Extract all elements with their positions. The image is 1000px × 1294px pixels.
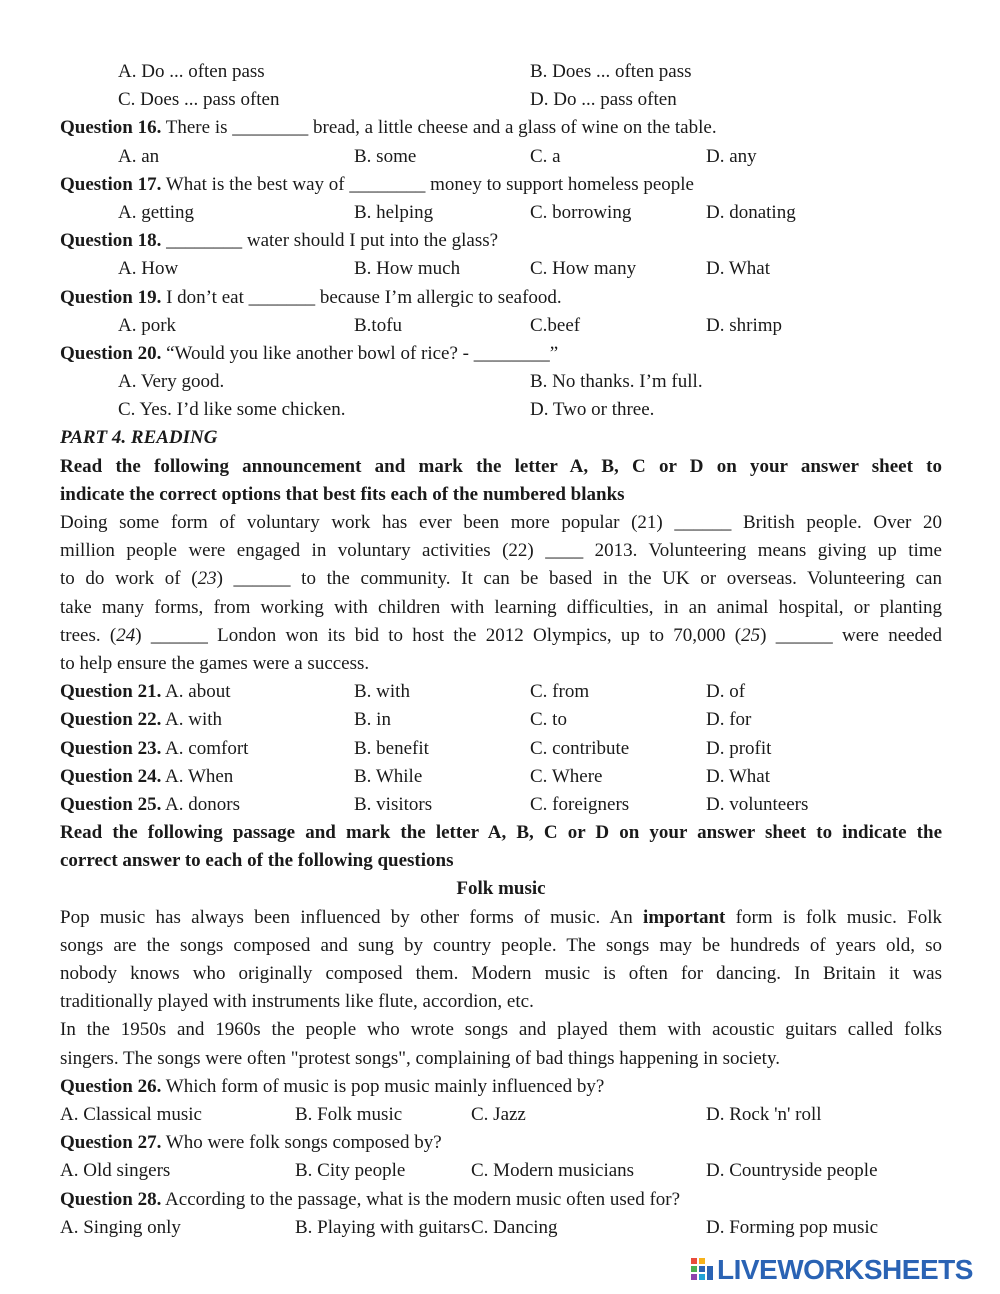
q19-stem: [60, 284, 942, 312]
reading1-passage-line-4: take many forms, from working with children with learning difficulties, in an animal hospital, or planting: [60, 596, 942, 618]
q17-text: What is the best way of ________ money to support homeless people: [161, 173, 694, 195]
q17-option-c[interactable]: C. borrowing: [530, 201, 632, 223]
reading1-instruction-line-2: indicate the correct options that best fits each of the numbered blanks: [60, 483, 625, 505]
q18-option-a[interactable]: A. How: [118, 258, 179, 280]
q25-option-a[interactable]: A. donors: [161, 793, 241, 815]
blank-number-24: 24: [116, 624, 136, 646]
q28-option-d[interactable]: D. Forming pop music: [706, 1216, 879, 1238]
reading1-instruction-line-1: Read the following announcement and mark the letter A, B, C or D on your answer sheet to: [60, 455, 942, 477]
q27-options: [60, 1157, 942, 1185]
q27-stem: [60, 1129, 942, 1157]
q16-option-d[interactable]: D. any: [706, 145, 757, 167]
q19-option-d[interactable]: D. shrimp: [706, 314, 782, 336]
reading1-passage-line-3: [60, 565, 942, 593]
reading1-passage-line-5: [60, 622, 942, 650]
q25-label: Question 25.: [60, 793, 162, 815]
q24-option-d[interactable]: D. What: [706, 765, 771, 787]
reading2-passage-line-3: nobody knows who originally composed them. Modern music is often for dancing. In Britain it was: [60, 963, 942, 984]
q15-option-d[interactable]: D. Do ... pass often: [530, 89, 677, 111]
q24-option-c[interactable]: C. Where: [530, 765, 603, 787]
q20-option-d[interactable]: D. Two or three.: [530, 399, 655, 421]
q22-row: [60, 706, 942, 734]
q17-options: [60, 199, 942, 227]
q16-option-b[interactable]: B. some: [354, 145, 417, 167]
q22-option-b[interactable]: B. in: [354, 709, 391, 731]
q18-stem: [60, 227, 942, 255]
q26-options: [60, 1101, 942, 1129]
q21-option-d[interactable]: D. of: [706, 681, 746, 703]
q20-options-row-2: [60, 396, 942, 424]
q27-option-b[interactable]: B. City people: [295, 1160, 406, 1182]
q18-option-b[interactable]: B. How much: [354, 258, 461, 280]
q21-row: [60, 678, 942, 706]
q20-options-row-1: [60, 368, 942, 396]
reading1-passage-line-2: million people were engaged in voluntary activities (22) ____ 2013. Volunteering means giving up time: [60, 540, 942, 562]
q17-label: Question 17.: [60, 173, 162, 195]
q26-option-d[interactable]: D. Rock 'n' roll: [706, 1103, 822, 1125]
q20-option-a[interactable]: A. Very good.: [118, 371, 225, 393]
q18-option-d[interactable]: D. What: [706, 258, 771, 280]
q28-options: [60, 1214, 942, 1242]
q15-options-row-1: [60, 58, 942, 86]
q28-label: Question 28.: [60, 1188, 162, 1210]
liveworksheets-logo[interactable]: [690, 1254, 990, 1286]
q28-option-c[interactable]: C. Dancing: [471, 1216, 558, 1238]
passage-text: ) ______ to the community. It can be based in the UK or overseas. Volunteering can: [216, 568, 942, 590]
q27-label: Question 27.: [60, 1132, 162, 1154]
liveworksheets-logo-icon: [690, 1257, 714, 1283]
q21-label: Question 21.: [60, 681, 162, 703]
q21-option-a[interactable]: A. about: [161, 681, 231, 703]
q28-text: According to the passage, what is the modern music often used for?: [161, 1188, 681, 1210]
q15-option-c[interactable]: C. Does ... pass often: [118, 89, 280, 111]
q28-option-a[interactable]: A. Singing only: [60, 1216, 181, 1238]
q16-label: Question 16.: [60, 117, 162, 139]
q23-label: Question 23.: [60, 737, 162, 759]
q27-option-c[interactable]: C. Modern musicians: [471, 1160, 635, 1182]
passage-text: trees. (: [60, 624, 117, 646]
worksheet-page: [60, 58, 942, 1242]
q25-option-c[interactable]: C. foreigners: [530, 793, 630, 815]
q18-options: [60, 255, 942, 283]
reading2-passage-line-6: singers. The songs were often "protest songs", complaining of bad things happening in society.: [60, 1047, 780, 1069]
q22-option-a[interactable]: A. with: [161, 709, 223, 731]
q20-option-c[interactable]: C. Yes. I’d like some chicken.: [118, 399, 346, 421]
q18-label: Question 18.: [60, 230, 162, 252]
passage-text: ) ______ London won its bid to host the 2012 Olympics, up to 70,000 (: [135, 624, 742, 646]
q19-option-b[interactable]: B.tofu: [354, 314, 403, 336]
q20-stem: [60, 340, 942, 368]
q28-option-b[interactable]: B. Playing with guitars: [295, 1216, 471, 1238]
q27-option-d[interactable]: D. Countryside people: [706, 1160, 878, 1182]
q17-option-b[interactable]: B. helping: [354, 201, 434, 223]
reading1-passage-line-6: to help ensure the games were a success.: [60, 652, 370, 674]
reading2-passage-line-4: traditionally played with instruments like flute, accordion, etc.: [60, 991, 534, 1013]
q16-options: [60, 143, 942, 171]
q17-option-d[interactable]: D. donating: [706, 201, 796, 223]
q26-stem: [60, 1073, 942, 1101]
q28-stem: [60, 1186, 942, 1214]
q23-option-c[interactable]: C. contribute: [530, 737, 630, 759]
liveworksheets-logo-text: LIVEWORKSHEETS: [717, 1254, 973, 1285]
q23-option-a[interactable]: A. comfort: [161, 737, 249, 759]
q16-option-c[interactable]: C. a: [530, 145, 561, 167]
q19-label: Question 19.: [60, 286, 162, 308]
q26-option-b[interactable]: B. Folk music: [295, 1103, 403, 1125]
q17-stem: [60, 171, 942, 199]
reading1-passage-line-1: Doing some form of voluntary work has ever been more popular (21) ______ British people. Over 20: [60, 512, 942, 533]
q26-text: Which form of music is pop music mainly influenced by?: [161, 1075, 605, 1097]
blank-number-23: 23: [197, 568, 217, 590]
q23-option-b[interactable]: B. benefit: [354, 737, 429, 759]
q25-option-d[interactable]: D. volunteers: [706, 793, 809, 815]
q17-option-a[interactable]: A. getting: [118, 201, 194, 223]
q15-options-row-2: [60, 86, 942, 114]
q16-option-a[interactable]: A. an: [118, 145, 160, 167]
q23-row: [60, 735, 942, 763]
q26-label: Question 26.: [60, 1075, 162, 1097]
q24-option-b[interactable]: B. While: [354, 765, 423, 787]
reading2-passage-line-5: In the 1950s and 1960s the people who wrote songs and played them with acoustic guitars called folks: [60, 1019, 942, 1041]
q16-text: There is ________ bread, a little cheese and a glass of wine on the table.: [161, 117, 717, 139]
q25-option-b[interactable]: B. visitors: [354, 793, 433, 815]
q21-option-b[interactable]: B. with: [354, 681, 410, 703]
passage-text: form is folk music. Folk: [725, 906, 943, 928]
q26-option-c[interactable]: C. Jazz: [471, 1103, 526, 1125]
q19-text: I don’t eat _______ because I’m allergic to seafood.: [161, 286, 562, 308]
q23-option-d[interactable]: D. profit: [706, 737, 772, 759]
q26-option-a[interactable]: A. Classical music: [60, 1103, 202, 1125]
q21-option-c[interactable]: C. from: [530, 681, 590, 703]
q20-text: “Would you like another bowl of rice? - ________”: [161, 342, 559, 364]
part4-heading: PART 4. READING: [60, 427, 218, 449]
q19-options: [60, 312, 942, 340]
q24-option-a[interactable]: A. When: [161, 765, 234, 787]
q22-option-d[interactable]: D. for: [706, 709, 752, 731]
reading2-passage-line-2: songs are the songs composed and sung by country people. The songs may be hundreds of years old, so: [60, 934, 942, 956]
q16-stem: [60, 114, 942, 142]
q18-option-c[interactable]: C. How many: [530, 258, 637, 280]
reading2-passage-line-1: [60, 904, 942, 932]
q20-option-b[interactable]: B. No thanks. I’m full.: [530, 371, 703, 393]
q20-label: Question 20.: [60, 342, 162, 364]
passage-text: ) ______ were needed: [760, 624, 942, 646]
q25-row: [60, 791, 942, 819]
blank-number-25: 25: [741, 624, 761, 646]
reading2-instruction-line-1: Read the following passage and mark the letter A, B, C or D on your answer sheet to indicate the: [60, 822, 942, 844]
q19-option-a[interactable]: A. pork: [118, 314, 177, 336]
q22-option-c[interactable]: C. to: [530, 709, 567, 731]
q27-option-a[interactable]: A. Old singers: [60, 1160, 171, 1182]
q24-row: [60, 763, 942, 791]
reading2-instruction-line-2: correct answer to each of the following questions: [60, 850, 454, 872]
q27-text: Who were folk songs composed by?: [161, 1132, 442, 1154]
q15-option-b[interactable]: B. Does ... often pass: [530, 61, 692, 82]
passage-text: Pop music has always been influenced by other forms of music. An: [60, 906, 644, 928]
q19-option-c[interactable]: C.beef: [530, 314, 581, 336]
q24-label: Question 24.: [60, 765, 162, 787]
q18-text: ________ water should I put into the glass?: [161, 230, 499, 252]
passage-title: Folk music: [456, 878, 546, 900]
q22-label: Question 22.: [60, 709, 162, 731]
passage-text: to do work of (: [60, 568, 198, 590]
keyword-important: important: [643, 906, 726, 928]
q15-option-a[interactable]: A. Do ... often pass: [118, 61, 265, 82]
